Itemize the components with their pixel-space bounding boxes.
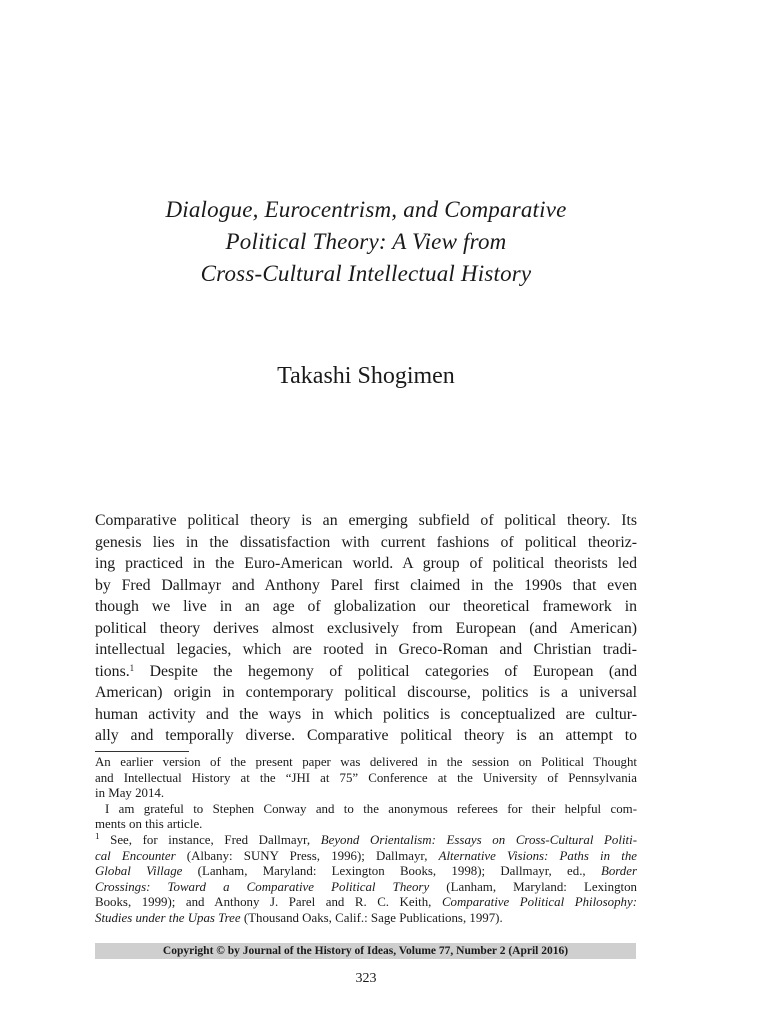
footnote-run: Crossings: Toward a Comparative Political Theory (95, 879, 430, 894)
footnote-line: ments on this article. (95, 817, 203, 832)
footnote-ref: 1 (129, 662, 135, 673)
footnote-line: in May 2014. (95, 786, 165, 801)
footnote-line (95, 911, 637, 927)
footnote-run: Studies under the Upas Tree (95, 910, 241, 925)
footnote-line (95, 849, 637, 865)
body-line: by Fred Dallmayr and Anthony Parel first claimed in the 1990s that even (95, 576, 637, 594)
footnote-line (95, 895, 637, 911)
footnote-line: I am grateful to Stephen Conway and to the anonymous referees for their helpful com- (105, 801, 637, 816)
footnote-run: Beyond Orientalism: Essays on Cross-Cultural Politi- (320, 832, 637, 847)
title-line: Dialogue, Eurocentrism, and Comparative (165, 197, 567, 222)
body-text-run: tions. (95, 662, 130, 680)
title-line: Political Theory: A View from (225, 229, 507, 254)
footnote-run: Global Village (95, 864, 183, 879)
body-line: human activity and the ways in which politics is conceptualized are cultur- (95, 705, 637, 723)
footnote-rule (95, 751, 189, 752)
footnote-run: (Thousand Oaks, Calif.: Sage Publications, 1997). (240, 910, 503, 925)
footnote-run: See, for instance, Fred Dallmayr, (99, 832, 321, 847)
page-number: 323 (355, 971, 377, 986)
body-text-run: Despite the hegemony of political categories of European (and (134, 662, 637, 680)
footnote-run: cal Encounter (95, 848, 176, 863)
article-title (96, 194, 636, 290)
copyright-bar: Copyright © by Journal of the History of Ideas, Volume 77, Number 2 (April 2016) (95, 943, 636, 959)
body-line: ally and temporally diverse. Comparative political theory is an attempt to (95, 727, 637, 744)
footnote-run: Alternative Visions: Paths in the (438, 848, 637, 863)
footnote-marker: 1 (95, 832, 100, 841)
footnote-line (95, 833, 637, 849)
footnote-line (95, 880, 637, 896)
footnote-line (95, 864, 637, 880)
footnote-run: Books, 1999); and Anthony J. Parel and R. C. Keith, (95, 895, 442, 910)
body-line: Comparative political theory is an emerging subfield of political theory. Its (95, 512, 637, 529)
footnote-run: (Albany: SUNY Press, 1996); Dallmayr, (175, 848, 439, 863)
footnotes (95, 755, 637, 927)
body-text (95, 510, 637, 747)
body-line (95, 661, 637, 683)
footnote-run: (Lanham, Maryland: Lexington Books, 1998); Dallmayr, ed., (182, 864, 601, 879)
body-line: political theory derives almost exclusively from European (and American) (95, 619, 637, 637)
footnote-run: (Lanham, Maryland: Lexington (429, 879, 637, 894)
footnote-line: An earlier version of the present paper was delivered in the session on Political Thought (95, 755, 637, 769)
body-line: American) origin in contemporary political discourse, politics is a universal (95, 684, 637, 701)
body-line: genesis lies in the dissatisfaction with current fashions of political theoriz- (95, 533, 637, 551)
footnote-run: Comparative Political Philosophy: (441, 895, 637, 910)
title-line: Cross-Cultural Intellectual History (200, 261, 532, 286)
body-line: ing practiced in the Euro-American world. A group of political theorists led (95, 555, 637, 572)
footnote-line: and Intellectual History at the “JHI at 75” Conference at the University of Pennsylvania (95, 770, 637, 785)
article-author: Takashi Shogimen (277, 363, 455, 389)
footnote-run: Border (600, 864, 637, 879)
body-line: intellectual legacies, which are rooted in Greco-Roman and Christian tradi- (95, 641, 637, 658)
body-line: though we live in an age of globalization our theoretical framework in (95, 598, 637, 615)
